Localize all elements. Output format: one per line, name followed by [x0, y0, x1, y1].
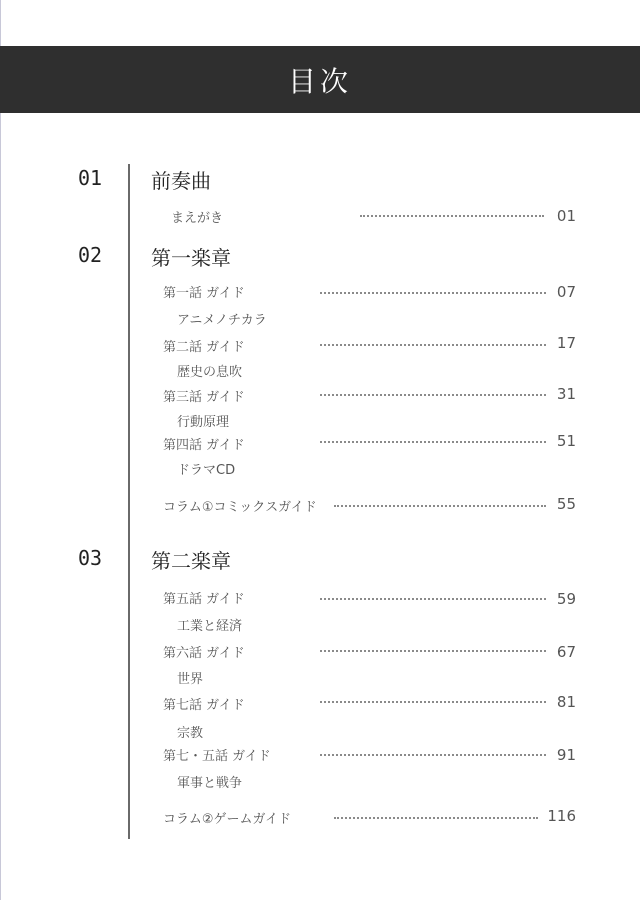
toc-page-number: 17: [556, 334, 576, 352]
toc-page-number: 81: [556, 693, 576, 711]
toc-entry-subtitle: 世界: [177, 672, 204, 687]
chapter-number: 02: [78, 243, 103, 267]
page-left-edge: [0, 0, 1, 900]
toc-page-number: 59: [556, 590, 576, 608]
chapter-number: 01: [78, 166, 103, 190]
toc-entry-label[interactable]: 第七話 ガイド: [163, 698, 245, 713]
chapter-title: 第二楽章: [151, 549, 231, 573]
toc-entry-subtitle: アニメノチカラ: [177, 313, 267, 328]
leader-dots: [320, 598, 546, 600]
leader-dots: [320, 394, 546, 396]
toc-entry-subtitle: 軍事と戦争: [177, 776, 243, 791]
leader-dots: [320, 344, 546, 346]
toc-entry-subtitle: 行動原理: [177, 415, 230, 430]
toc-page-number: 31: [556, 385, 576, 403]
leader-dots: [334, 817, 538, 819]
chapter-title: 前奏曲: [151, 169, 211, 193]
toc-entry-label[interactable]: 第一話 ガイド: [163, 286, 245, 301]
toc-entry-subtitle: 宗教: [177, 726, 204, 741]
page-title: 目次: [287, 64, 352, 98]
toc-column-label[interactable]: コラム①コミックスガイド: [163, 500, 317, 515]
toc-column-label[interactable]: コラム②ゲームガイド: [163, 812, 292, 827]
header-bar: [0, 46, 640, 113]
toc-entry-subtitle: 工業と経済: [177, 619, 243, 634]
toc-entry-label[interactable]: 第七・五話 ガイド: [163, 749, 271, 764]
toc-entry-label[interactable]: まえがき: [171, 211, 224, 226]
toc-entry-label[interactable]: 第四話 ガイド: [163, 438, 245, 453]
leader-dots: [320, 650, 546, 652]
leader-dots: [320, 754, 546, 756]
toc-entry-label[interactable]: 第五話 ガイド: [163, 592, 245, 607]
toc-page-number: 116: [547, 807, 576, 825]
toc-page-number: 67: [556, 643, 576, 661]
toc-entry-label[interactable]: 第二話 ガイド: [163, 340, 245, 355]
vertical-divider: [128, 164, 130, 839]
toc-page-number: 07: [556, 283, 576, 301]
toc-entry-label[interactable]: 第六話 ガイド: [163, 646, 245, 661]
toc-entry-subtitle: ドラマCD: [177, 463, 236, 478]
leader-dots: [334, 505, 546, 507]
toc-page-number: 55: [556, 495, 576, 513]
leader-dots: [320, 441, 546, 443]
leader-dots: [320, 292, 546, 294]
toc-page-number: 91: [556, 746, 576, 764]
chapter-title: 第一楽章: [151, 246, 231, 270]
toc-page-number: 01: [556, 207, 576, 225]
chapter-number: 03: [78, 546, 103, 570]
leader-dots: [320, 701, 546, 703]
toc-page-number: 51: [556, 432, 576, 450]
toc-entry-subtitle: 歴史の息吹: [177, 365, 243, 380]
leader-dots: [360, 215, 544, 217]
toc-entry-label[interactable]: 第三話 ガイド: [163, 390, 245, 405]
